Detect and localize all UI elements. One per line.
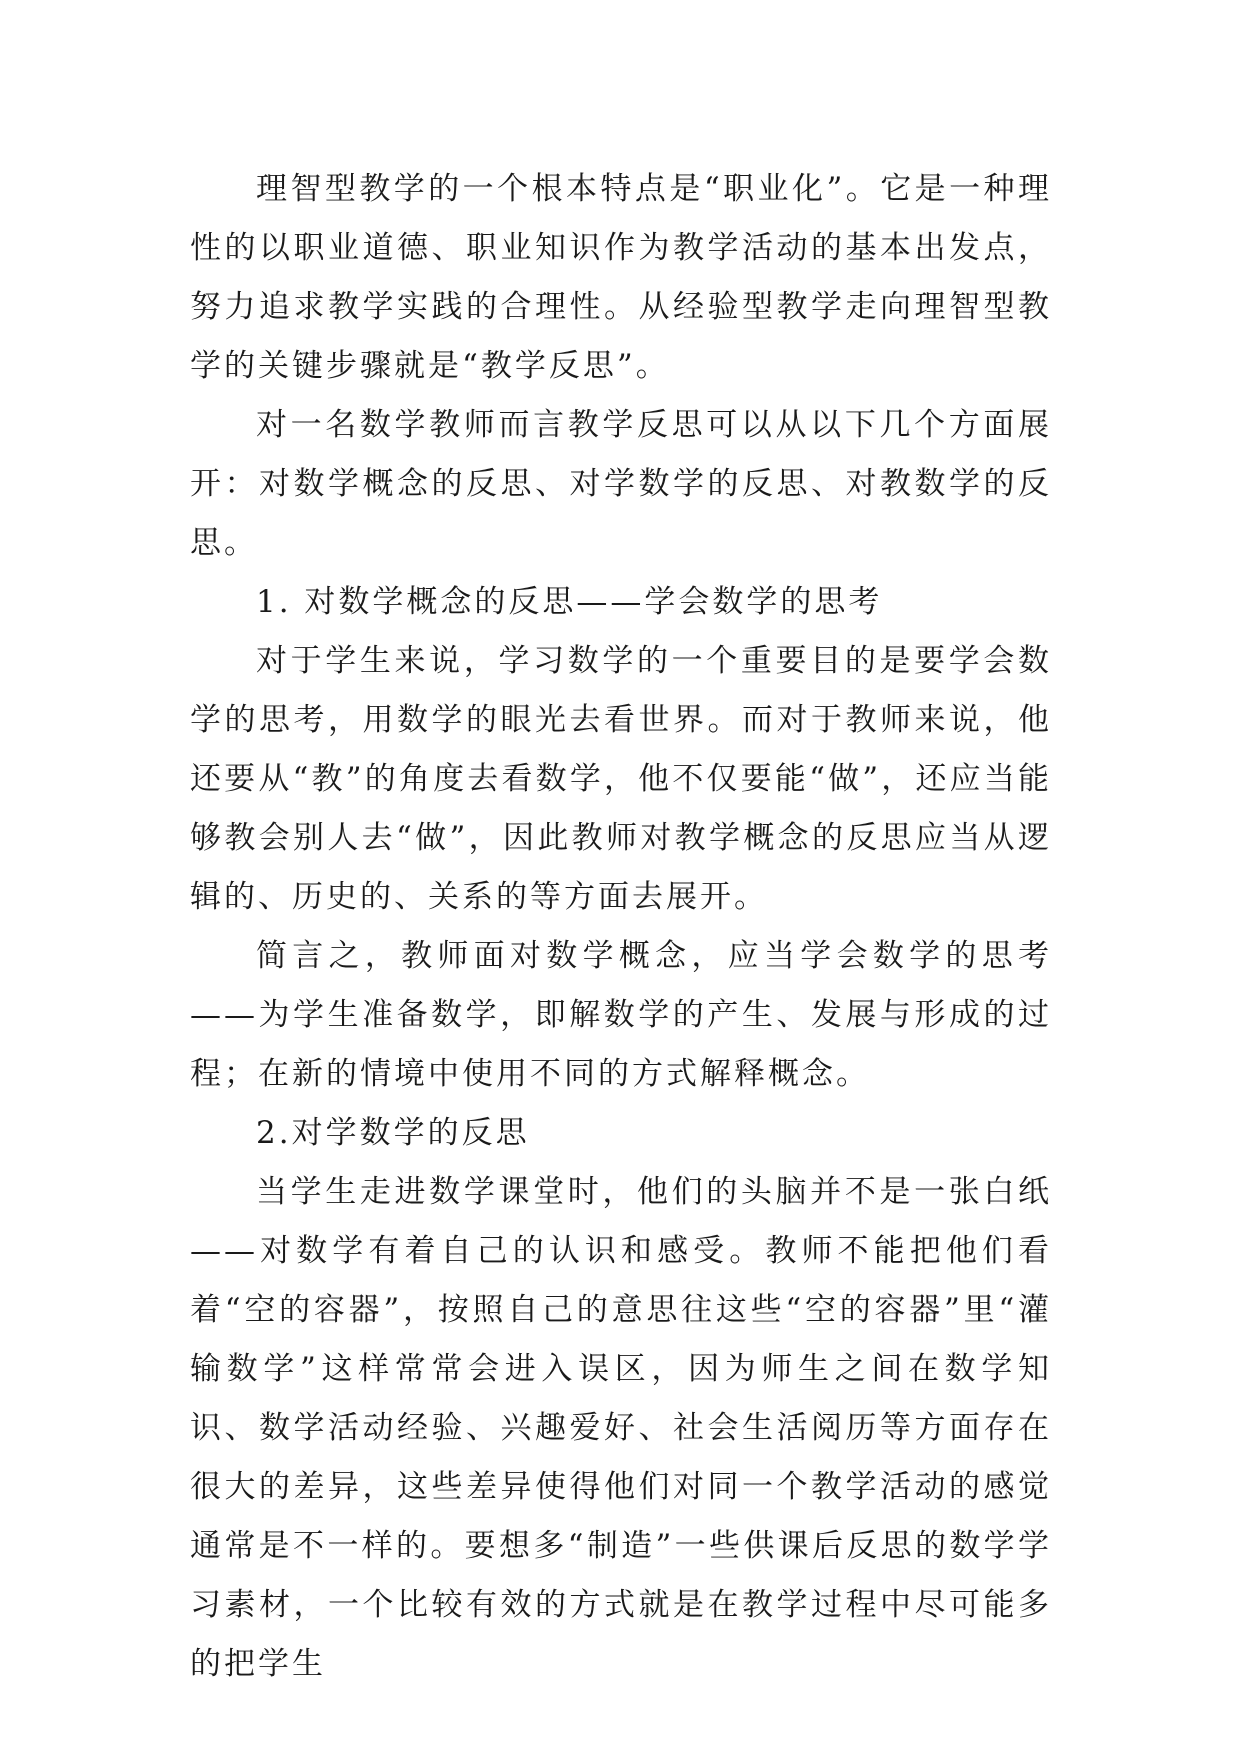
section-heading-learning-reflection: 2.对学数学的反思 <box>256 1115 530 1151</box>
section-heading-concept-reflection: 1. 对数学概念的反思——学会数学的思考 <box>256 584 883 620</box>
paragraph-summary: 简言之，教师面对数学概念，应当学会数学的思考——为学生准备数学，即解数学的产生、发展与形成的过程；在新的情境中使用不同的方式解释概念。 <box>190 938 1052 1092</box>
paragraph-reflection-aspects: 对一名数学教师而言教学反思可以从以下几个方面展开：对数学概念的反思、对学数学的反思、对教数学的反思。 <box>190 407 1052 561</box>
paragraph-mathematical-thinking: 对于学生来说，学习数学的一个重要目的是要学会数学的思考，用数学的眼光去看世界。而对于教师来说，他还要从“教”的角度去看数学，他不仅要能“做”，还应当能够教会别人去“做”，因此教师对教学概念的反思应当从逻辑的、历史的、关系的等方面去展开。 <box>190 643 1052 915</box>
document-body <box>190 160 1052 1694</box>
paragraph-rational-teaching: 理智型教学的一个根本特点是“职业化”。它是一种理性的以职业道德、职业知识作为教学活动的基本出发点，努力追求教学实践的合理性。从经验型教学走向理智型教学的关键步骤就是“教学反思”。 <box>190 171 1052 384</box>
paragraph-student-differences: 当学生走进数学课堂时，他们的头脑并不是一张白纸——对数学有着自己的认识和感受。教师不能把他们看着“空的容器”，按照自己的意思往这些“空的容器”里“灌输数学”这样常常会进入误区，因为师生之间在数学知识、数学活动经验、兴趣爱好、社会生活阅历等方面存在很大的差异，这些差异使得他们对同一个教学活动的感觉通常是不一样的。要想多“制造”一些供课后反思的数学学习素材，一个比较有效的方式就是在教学过程中尽可能多的把学生 <box>190 1174 1052 1682</box>
